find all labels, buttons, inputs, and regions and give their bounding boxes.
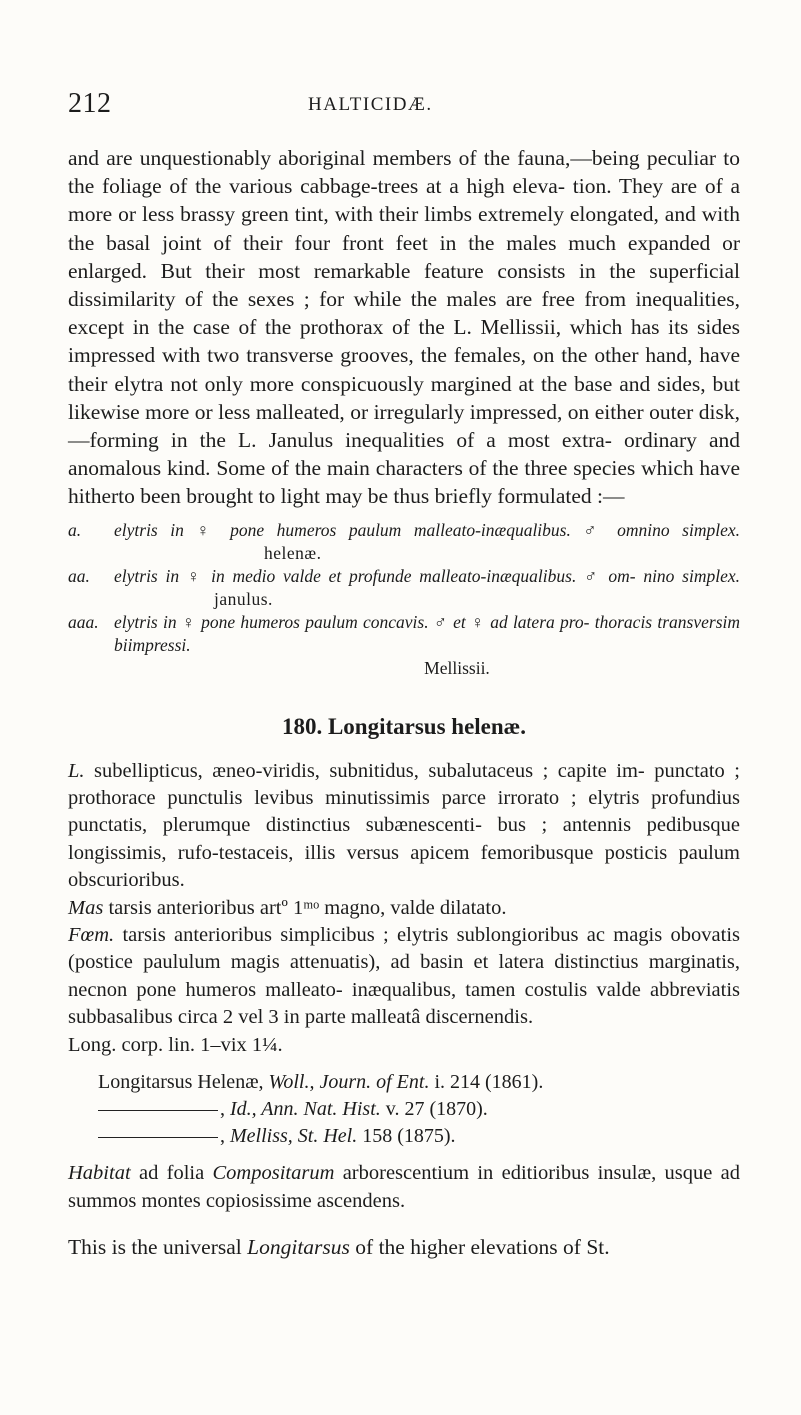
synonymy-entry: , Melliss, St. Hel. 158 (1875). [68, 1123, 740, 1150]
key-species-name: janulus. [214, 588, 273, 609]
key-entry-a: a. elytris in ♀ pone humeros paulum malleato-inæqualibus. ♂ omnino simplex. helenæ. [68, 519, 740, 563]
species-heading: 180. Longitarsus helenæ. [281, 713, 527, 739]
key-label: aa. [68, 565, 90, 586]
key-entry-aa: aa. elytris in ♀ in medio valde et profunde malleato-inæqualibus. ♂ om- nino simplex. janulus. [68, 565, 741, 609]
synonymy-entry: Longitarsus Helenæ, Woll., Journ. of Ent. i. 214 (1861). [98, 1071, 544, 1094]
running-title: HALTICIDÆ. [308, 94, 433, 115]
description-male: Mas tarsis anterioribus artº 1ᵐᵒ magno, valde dilatato. [68, 896, 507, 919]
page-body [68, 144, 740, 1261]
species-key [68, 519, 740, 680]
key-species-name: Mellissii. [424, 657, 490, 678]
description-main: L. subellipticus, æneo-viridis, subnitidus, subalutaceus ; capite im- punctato ; prothorace punctulis levibus minutissimis parce irrorato ; elytris profundius punctatis, plerumque distinctius subænescenti- bus ; antennis pedibusque longissimis, rufo-testaceis, illis versus apicem femoribusque posticis paulum obscurioribus. [68, 759, 741, 892]
description-length: Long. corp. lin. 1–vix 1¼. [68, 1033, 283, 1056]
synonymy-entry: , Id., Ann. Nat. Hist. v. 27 (1870). [68, 1096, 740, 1123]
key-species-name: helenæ. [264, 542, 322, 563]
key-label: a. [68, 519, 82, 540]
page-header [68, 88, 738, 128]
species-description [68, 758, 740, 1059]
ditto-rule [98, 1110, 218, 1111]
page-number: 212 [68, 88, 112, 119]
intro-paragraph: and are unquestionably aboriginal members of the fauna,—being peculiar to the foliage of the various cabbage-trees at a high eleva- tion. They are of a more or less brassy green tint, with their limbs extremely elongated, and with the basal joint of their four front feet in the males much expanded or enlarged. But their most remarkable feature consists in the superficial dissimilarity of the sexes ; for while the males are free from inequalities, except in the case of the prothorax of the L. Mellissii, which has its sides impressed with two transverse grooves, the females, on the other hand, have their elytra not only more conspicuously margined at the base and sides, but likewise more or less malleated, or irregularly impressed, on either outer disk,—forming in the L. Janulus inequalities of a most extra- ordinary and anomalous kind. Some of the main characters of the three species which have hitherto been brought to light may be thus briefly formulated :— [68, 146, 741, 509]
habitat-paragraph: Habitat ad folia Compositarum arborescentium in editioribus insulæ, usque ad summos montes copiosissime ascendens. [68, 1162, 741, 1212]
closing-paragraph: This is the universal Longitarsus of the higher elevations of St. [68, 1234, 610, 1259]
key-label: aaa. [68, 611, 99, 632]
synonymy-list [68, 1069, 740, 1150]
description-female: Fœm. tarsis anterioribus simplicibus ; elytris sublongioribus ac magis obovatis (postice paululum magis attenuatis), ad basin et latera distinctius marginatis, necnon pone humeros malleato- inæqualibus, tamen costulis valde abbreviatis subbasalibus circa 2 vel 3 in parte malleatâ discernendis. [68, 924, 740, 1029]
key-entry-aaa: aaa. elytris in ♀ pone humeros paulum concavis. ♂ et ♀ ad latera pro- thoracis transversim biimpressi. Mellissii. [68, 611, 740, 678]
ditto-rule [98, 1137, 218, 1138]
